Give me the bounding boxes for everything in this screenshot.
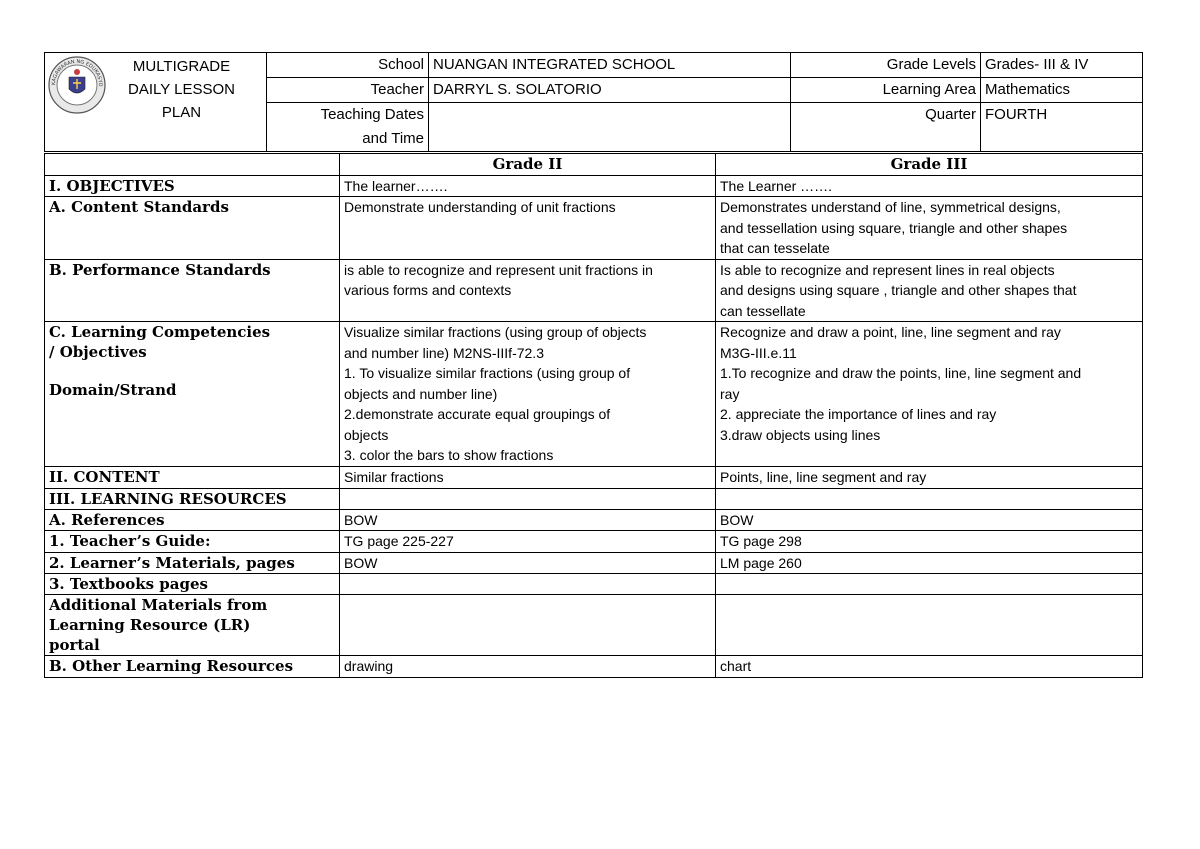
- learning-resources-grade-iii: [716, 488, 1143, 509]
- text-line: 2.demonstrate accurate equal groupings of: [344, 406, 611, 422]
- content-label: II. CONTENT: [45, 467, 340, 489]
- teacher-value: DARRYL S. SOLATORIO: [429, 78, 791, 103]
- grade-iii-header: Grade III: [716, 154, 1143, 176]
- table-row: [45, 322, 1143, 467]
- teaching-dates-value: [429, 103, 791, 152]
- content-standards-grade-ii: [340, 197, 716, 260]
- text-line: ray: [720, 385, 740, 402]
- table-row: [45, 656, 1143, 678]
- other-resources-grade-iii: chart: [716, 656, 1143, 678]
- table-row: [45, 552, 1143, 574]
- text-line: can tessellate: [720, 302, 806, 319]
- table-row: [45, 175, 1143, 197]
- quarter-label: Quarter: [791, 103, 981, 152]
- objectives-grade-iii: The Learner …….: [716, 175, 1143, 197]
- additional-materials-grade-iii: [716, 595, 1143, 656]
- references-label: A. References: [45, 509, 340, 531]
- text-line: 1.To recognize and draw the points, line, line segment and: [720, 365, 1082, 381]
- text-line: and tessellation using square, triangle and other shapes: [720, 219, 1068, 236]
- learning-resources-label: III. LEARNING RESOURCES: [45, 488, 340, 509]
- text-line: portal: [49, 636, 100, 654]
- other-resources-grade-ii: drawing: [340, 656, 716, 678]
- lesson-plan-table: [44, 153, 1143, 678]
- competencies-label: [45, 322, 340, 467]
- plan-title-line: PLAN: [161, 104, 202, 121]
- references-grade-ii: BOW: [340, 509, 716, 531]
- content-grade-ii: Similar fractions: [340, 467, 716, 489]
- additional-materials-grade-ii: [340, 595, 716, 656]
- textbooks-grade-iii: [716, 574, 1143, 595]
- text-line: Learning Resource (LR): [49, 616, 251, 634]
- text-line: Is able to recognize and represent lines in real objects: [720, 261, 1055, 278]
- teaching-dates-label-line: Teaching Dates: [320, 106, 424, 123]
- objectives-grade-ii: The learner…….: [340, 175, 716, 197]
- references-grade-iii: BOW: [716, 509, 1143, 531]
- table-row: [45, 197, 1143, 260]
- text-line: objects: [344, 426, 389, 443]
- teacher-label: Teacher: [267, 78, 429, 103]
- quarter-value: FOURTH: [981, 103, 1143, 152]
- table-row: [45, 467, 1143, 489]
- text-line: 2. appreciate the importance of lines and ray: [720, 406, 997, 422]
- text-line: Visualize similar fractions (using group of objects: [344, 324, 647, 340]
- plan-title-line: DAILY LESSON: [128, 81, 235, 98]
- column-header-row: [45, 154, 1143, 176]
- performance-standards-label: B. Performance Standards: [45, 259, 340, 322]
- table-row: [45, 574, 1143, 595]
- teachers-guide-label: 1. Teacher’s Guide:: [45, 531, 340, 553]
- seal-text: KAGAWARAN NG EDUKASYO: [50, 58, 104, 87]
- text-line: and number line) M2NS-IIIf-72.3: [344, 344, 544, 361]
- grade-levels-value: Grades- III & IV: [981, 53, 1143, 78]
- deped-seal-logo: [47, 55, 107, 115]
- additional-materials-label: [45, 595, 340, 656]
- school-value: NUANGAN INTEGRATED SCHOOL: [429, 53, 791, 78]
- learning-area-label: Learning Area: [791, 78, 981, 103]
- textbooks-label: 3. Textbooks pages: [45, 574, 340, 595]
- text-line: 1. To visualize similar fractions (using group of: [344, 365, 631, 381]
- table-row: [45, 259, 1143, 322]
- table-row: [45, 531, 1143, 553]
- teachers-guide-grade-ii: TG page 225-227: [340, 531, 716, 553]
- domain-strand-label: Domain/Strand: [49, 381, 177, 399]
- learning-area-value: Mathematics: [981, 78, 1143, 103]
- competencies-grade-ii: [340, 322, 716, 467]
- learners-materials-grade-ii: BOW: [340, 552, 716, 574]
- text-line: various forms and contexts: [344, 282, 512, 298]
- empty-header-cell: [45, 154, 340, 176]
- header-table: [44, 52, 1143, 152]
- grade-ii-header: Grade II: [340, 154, 716, 176]
- text-line: is able to recognize and represent unit fractions in: [344, 261, 653, 278]
- text-line: Additional Materials from: [49, 596, 268, 614]
- school-label: School: [267, 53, 429, 78]
- content-grade-iii: Points, line, line segment and ray: [716, 467, 1143, 489]
- performance-standards-grade-iii: [716, 259, 1143, 322]
- textbooks-grade-ii: [340, 574, 716, 595]
- text-line: Recognize and draw a point, line, line segment and ray: [720, 324, 1061, 340]
- content-standards-grade-iii: [716, 197, 1143, 260]
- plan-title-cell: [45, 53, 267, 152]
- grade-levels-label: Grade Levels: [791, 53, 981, 78]
- text-line: objects and number line): [344, 385, 498, 402]
- learners-materials-grade-iii: LM page 260: [716, 552, 1143, 574]
- table-row: [45, 488, 1143, 509]
- learning-resources-grade-ii: [340, 488, 716, 509]
- text-line: 3. color the bars to show fractions: [344, 447, 554, 463]
- text-line: and designs using square , triangle and other shapes that: [720, 282, 1077, 298]
- performance-standards-grade-ii: [340, 259, 716, 322]
- text-line: that can tesselate: [720, 240, 830, 256]
- teaching-dates-label-line: and Time: [362, 130, 424, 147]
- text-line: M3G-III.e.11: [720, 344, 797, 361]
- plan-title-line: MULTIGRADE: [132, 58, 231, 75]
- objectives-label: I. OBJECTIVES: [45, 175, 340, 197]
- table-row: [45, 509, 1143, 531]
- teachers-guide-grade-iii: TG page 298: [716, 531, 1143, 553]
- text-line: C. Learning Competencies: [49, 323, 271, 341]
- learners-materials-label: 2. Learner’s Materials, pages: [45, 552, 340, 574]
- table-row: [45, 595, 1143, 656]
- content-standards-label: A. Content Standards: [45, 197, 340, 260]
- text-line: / Objectives: [49, 343, 147, 361]
- text-line: 3.draw objects using lines: [720, 426, 881, 443]
- teaching-dates-label: [267, 103, 429, 152]
- text-line: Demonstrates understand of line, symmetrical designs,: [720, 199, 1061, 215]
- text-line: Demonstrate understanding of unit fractions: [344, 199, 616, 215]
- competencies-grade-iii: [716, 322, 1143, 467]
- other-resources-label: B. Other Learning Resources: [45, 656, 340, 678]
